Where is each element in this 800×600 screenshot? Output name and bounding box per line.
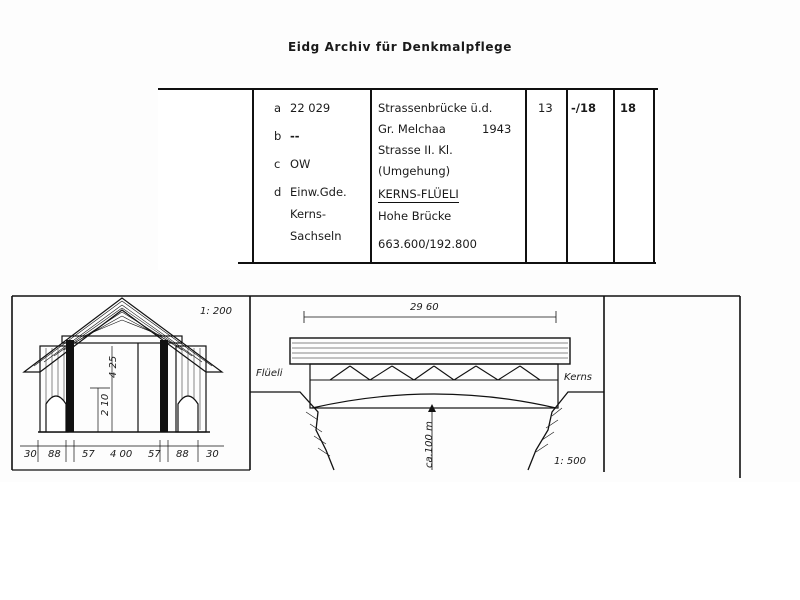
bridge-left-bank-label: Flüeli bbox=[256, 368, 283, 379]
column-number-c: 18 bbox=[620, 101, 637, 115]
section-dim-7: 30 bbox=[206, 449, 219, 460]
field-d-value-1: Einw.Gde. bbox=[290, 185, 347, 199]
section-height-outer: 4 25 bbox=[108, 355, 119, 378]
bridge-right-bank-label: Kerns bbox=[564, 372, 593, 383]
bridge-scale: 1: 500 bbox=[554, 456, 586, 467]
section-dim-6: 88 bbox=[176, 449, 189, 460]
column-number-a: 13 bbox=[538, 101, 553, 115]
field-a-value: 22 029 bbox=[290, 101, 331, 115]
field-d-value-2: Kerns- bbox=[290, 207, 326, 221]
section-dim-3: 57 bbox=[82, 449, 95, 460]
section-height-inner: 2 10 bbox=[100, 393, 111, 416]
column-number-b: -/18 bbox=[571, 101, 596, 115]
bridge-depth-label: ca.100 m bbox=[424, 421, 435, 468]
coordinates: 663.600/192.800 bbox=[378, 237, 477, 251]
section-scale: 1: 200 bbox=[200, 306, 232, 317]
section-dim-1: 30 bbox=[24, 449, 37, 460]
bridge-name: Hohe Brücke bbox=[378, 209, 452, 223]
road-class: Strasse II. Kl. bbox=[378, 143, 453, 157]
field-d-value-3: Sachseln bbox=[290, 229, 342, 243]
bridge-span-dimension: 29 60 bbox=[410, 302, 439, 313]
field-c-letter: c bbox=[274, 157, 281, 171]
archive-header: Eidg Archiv für Denkmalpflege bbox=[287, 40, 513, 54]
field-c-value: OW bbox=[290, 157, 311, 171]
place-name-text: KERNS-FLÜELI bbox=[378, 187, 459, 201]
section-dim-4: 4 00 bbox=[110, 449, 133, 460]
section-dim-5: 57 bbox=[148, 449, 161, 460]
year: 1943 bbox=[482, 122, 512, 136]
object-type: Strassenbrücke ü.d. bbox=[378, 101, 493, 115]
river-name: Gr. Melchaa bbox=[378, 122, 446, 136]
field-b-value: -- bbox=[290, 129, 300, 143]
road-note: (Umgehung) bbox=[378, 164, 451, 178]
field-a-letter: a bbox=[274, 101, 282, 115]
field-d-letter: d bbox=[274, 185, 282, 199]
section-dim-2: 88 bbox=[48, 449, 61, 460]
field-b-letter: b bbox=[274, 129, 282, 143]
